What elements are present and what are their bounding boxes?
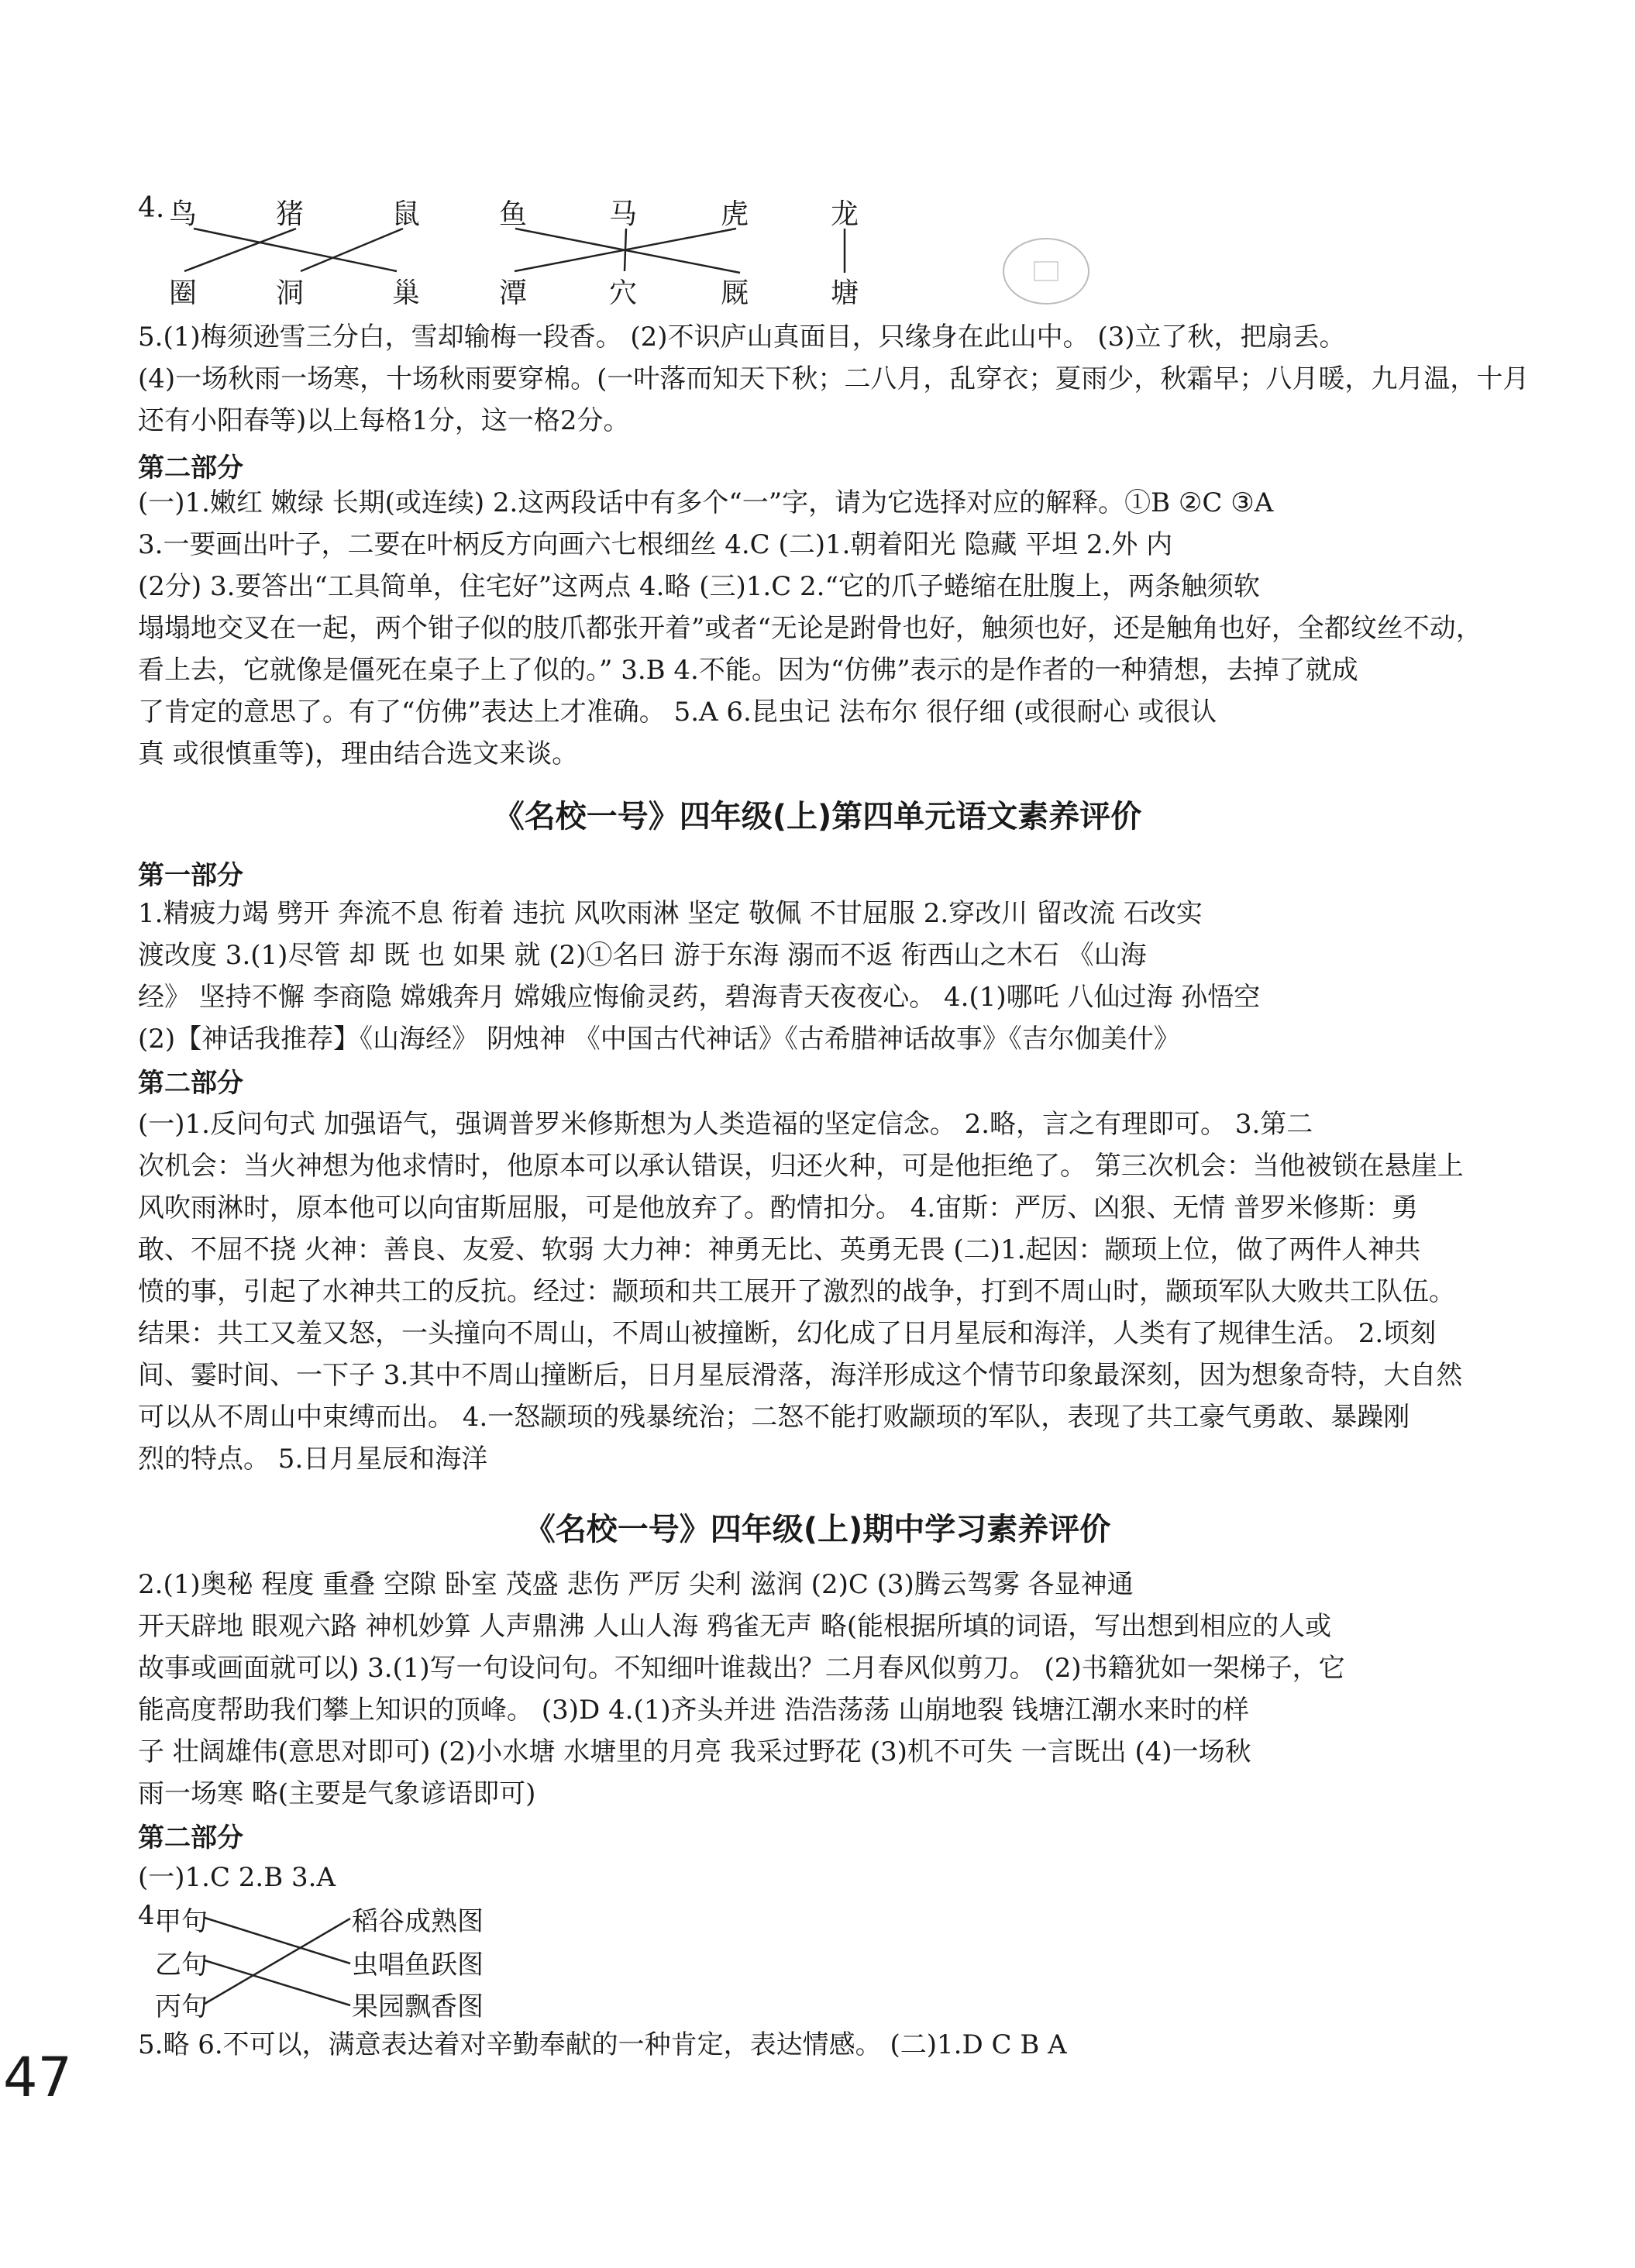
match-line: [184, 229, 296, 271]
answer-line: 5.(1)梅须逊雪三分白，雪却输梅一段香。 (2)不识庐山真面目，只缘身在此山中。 (3)立了秋，把扇丢。: [138, 322, 1346, 353]
answer-line: 了肯定的意思了。有了“仿佛”表达上才准确。 5.A 6.昆虫记 法布尔 很仔细 (或很耐心 或很认: [138, 697, 1217, 728]
answer-line: 雨一场寒 略(主要是气象谚语即可): [138, 1778, 536, 1809]
answer-line: 可以从不周山中束缚而出。 4.一怒颛顼的残暴统治；二怒不能打败颛顼的军队，表现了共工豪气勇敢、暴躁刚: [138, 1402, 1410, 1433]
answer-line: 还有小阳春等)以上每格1分，这一格2分。: [138, 405, 630, 436]
match-line: [194, 229, 397, 271]
picture-label: 虫唱鱼跃图: [352, 1950, 484, 1981]
picture-label: 果园飘香图: [352, 1991, 484, 2022]
part-label: 第二部分: [138, 453, 243, 484]
sentence-label: 甲句: [155, 1906, 208, 1937]
home-word: 厩: [721, 277, 749, 309]
animal-word: 鱼: [499, 198, 528, 230]
answer-line: 子 壮阔雄伟(意思对即可) (2)小水塘 水塘里的月亮 我采过野花 (3)机不可失 一言既出 (4)一场秋: [138, 1736, 1251, 1767]
animal-word: 猪: [276, 198, 305, 230]
answer-line: 5.略 6.不可以，满意表达着对辛勤奉献的一种肯定，表达情感。 (二)1.D C B A: [138, 2029, 1067, 2060]
answer-line: 看上去，它就像是僵死在桌子上了似的。” 3.B 4.不能。因为“仿佛”表示的是作者的一种猜想，去掉了就成: [138, 655, 1358, 686]
answer-line: 能高度帮助我们攀上知识的顶峰。 (3)D 4.(1)齐头并进 浩浩荡荡 山崩地裂 钱塘江潮水来时的样: [138, 1695, 1250, 1726]
answer-line: 故事或画面就可以) 3.(1)写一句设问句。不知细叶谁裁出？二月春风似剪刀。 (2)书籍犹如一架梯子，它: [138, 1653, 1345, 1684]
answer-line: 愤的事，引起了水神共工的反抗。经过：颛顼和共工展开了激烈的战争，打到不周山时，颛顼军队大败共工队伍。: [138, 1276, 1455, 1307]
answer-line: (一)1.嫩红 嫩绿 长期(或连续) 2.这两段话中有多个“一”字，请为它选择对应的解释。①B ②C ③A: [138, 487, 1274, 518]
animal-word: 虎: [721, 198, 749, 230]
match-line: [205, 1919, 350, 2004]
answer-line: (一)1.C 2.B 3.A: [138, 1862, 336, 1893]
answer-line: 塌塌地交叉在一起，两个钳子似的肢爪都张开着”或者“无论是跗骨也好，触须也好，还是触角也好，全都纹丝不动，: [138, 613, 1482, 644]
home-word: 巢: [392, 277, 421, 309]
animal-word: 鸟: [169, 198, 198, 230]
part-label: 第二部分: [138, 1822, 243, 1853]
match-prefix: 4.: [138, 192, 165, 224]
match-line: [205, 1960, 350, 2005]
answer-line: 间、霎时间、一下子 3.其中不周山撞断后，日月星辰滑落，海洋形成这个情节印象最深刻，因为想象奇特，大自然: [138, 1360, 1463, 1391]
home-word: 洞: [276, 277, 305, 309]
home-word: 潭: [499, 277, 528, 309]
match-line: [301, 229, 403, 271]
animal-word: 龙: [831, 198, 859, 230]
answer-line: 风吹雨淋时，原本他可以向宙斯屈服，可是他放弃了。酌情扣分。 4.宙斯：严厉、凶狠、无情 普罗米修斯：勇: [138, 1193, 1419, 1223]
animal-word: 鼠: [392, 198, 421, 230]
sentence-label: 丙句: [155, 1991, 208, 2022]
part-label: 第二部分: [138, 1068, 243, 1099]
match-prefix: 4.: [138, 1900, 164, 1931]
answer-line: (2分) 3.要答出“工具简单，住宅好”这两点 4.略 (三)1.C 2.“它的爪子蜷缩在肚腹上，两条触须软: [138, 571, 1260, 602]
picture-label: 稻谷成熟图: [352, 1906, 484, 1937]
home-word: 穴: [609, 277, 638, 309]
answer-line: (一)1.反问句式 加强语气，强调普罗米修斯想为人类造福的坚定信念。 2.略，言之有理即可。 3.第二: [138, 1109, 1313, 1140]
answer-line: 烈的特点。 5.日月星辰和海洋: [138, 1444, 488, 1475]
answer-line: (2)【神话我推荐】《山海经》 阴烛神 《中国古代神话》《古希腊神话故事》《吉尔伽美什》: [138, 1024, 1180, 1055]
animal-word: 马: [609, 198, 638, 230]
answer-line: 开天辟地 眼观六路 神机妙算 人声鼎沸 人山人海 鸦雀无声 略(能根据所填的词语，写出想到相应的人或: [138, 1611, 1332, 1642]
section-title: 《名校一号》四年级(上)第四单元语文素养评价: [493, 799, 1142, 835]
answer-line: 次机会：当火神想为他求情时，他原本可以承认错误，归还火种，可是他拒绝了。 第三次机会：当他被锁在悬崖上: [138, 1151, 1464, 1182]
answer-line: 2.(1)奥秘 程度 重叠 空隙 卧室 茂盛 悲伤 严厉 尖利 滋润 (2)C (3)腾云驾雾 各显神通: [138, 1569, 1134, 1600]
home-word: 圈: [169, 277, 198, 309]
seal-stamp: [1000, 232, 1093, 310]
home-word: 塘: [831, 277, 859, 309]
answer-line: 真 或很慎重等)，理由结合选文来谈。: [138, 738, 579, 769]
answer-line: 渡改度 3.(1)尽管 却 既 也 如果 就 (2)①名曰 游于东海 溺而不返 衔西山之木石 《山海: [138, 940, 1147, 971]
answer-line: 敢、不屈不挠 火神：善良、友爱、软弱 大力神：神勇无比、英勇无畏 (二)1.起因：颛顼上位，做了两件人神共: [138, 1234, 1421, 1265]
answer-line: (4)一场秋雨一场寒，十场秋雨要穿棉。(一叶落而知天下秋；二八月，乱穿衣；夏雨少，秋霜早；八月暖，九月温，十月: [138, 363, 1530, 394]
section-title: 《名校一号》四年级(上)期中学习素养评价: [524, 1512, 1111, 1547]
part-label: 第一部分: [138, 860, 243, 891]
answer-line: 经》 坚持不懈 李商隐 嫦娥奔月 嫦娥应悔偷灵药，碧海青天夜夜心。 4.(1)哪吒 八仙过海 孙悟空: [138, 982, 1261, 1013]
sentence-label: 乙句: [155, 1950, 208, 1981]
answer-line: 结果：共工又羞又怒，一头撞向不周山，不周山被撞断，幻化成了日月星辰和海洋，人类有了规律生活。 2.顷刻: [138, 1318, 1437, 1349]
answer-line: 3.一要画出叶子，二要在叶柄反方向画六七根细丝 4.C (二)1.朝着阳光 隐藏 平坦 2.外 内: [138, 529, 1173, 560]
match-line: [205, 1918, 350, 1963]
page-number: 47: [3, 2046, 73, 2109]
answer-line: 1.精疲力竭 劈开 奔流不息 衔着 违抗 风吹雨淋 坚定 敬佩 不甘屈服 2.穿改川 留改流 石改实: [138, 898, 1203, 929]
